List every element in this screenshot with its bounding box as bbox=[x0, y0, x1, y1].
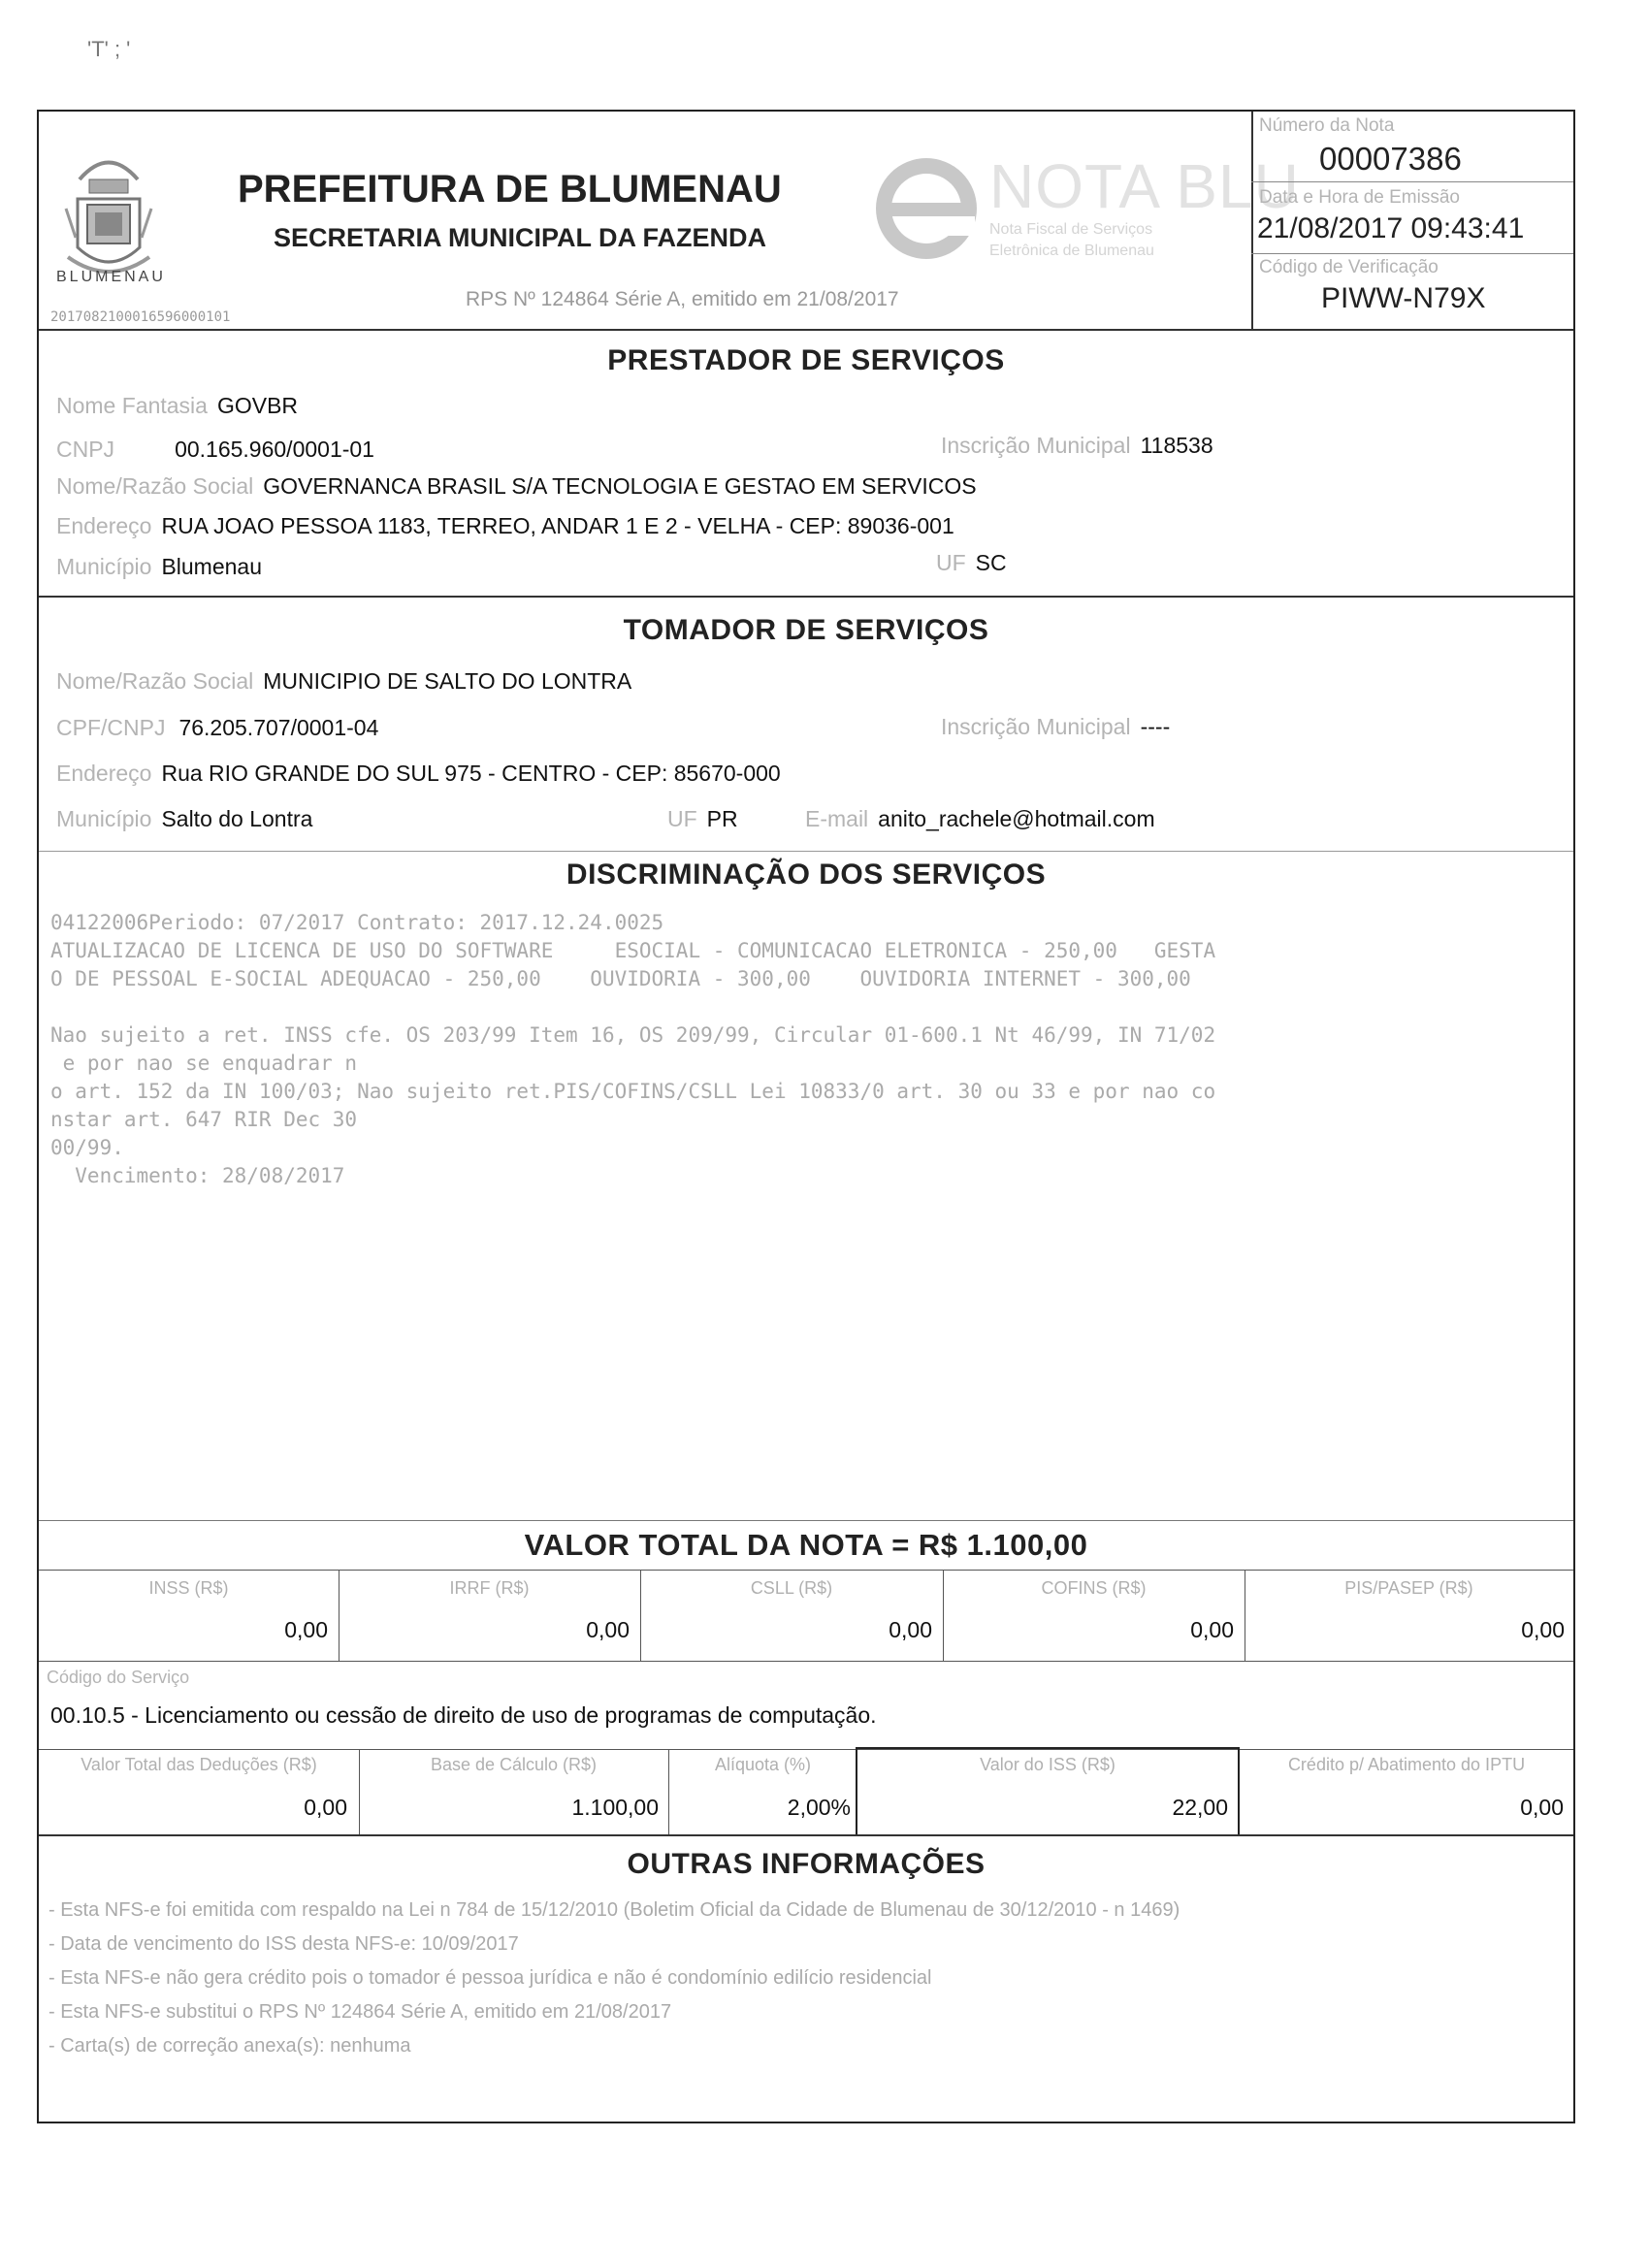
cofins-value: 0,00 bbox=[1190, 1617, 1234, 1642]
data-emissao-value: 21/08/2017 09:43:41 bbox=[1257, 212, 1525, 244]
tomador-razao-social: Nome/Razão Social MUNICIPIO DE SALTO DO LONTRA bbox=[56, 668, 632, 694]
codigo-servico-value: 00.10.5 - Licenciamento ou cessão de direito de uso de programas de computação. bbox=[50, 1702, 877, 1728]
page-subtitle: SECRETARIA MUNICIPAL DA FAZENDA bbox=[274, 223, 767, 252]
data-emissao-label: Data e Hora de Emissão bbox=[1259, 187, 1460, 208]
tomador-uf: UF PR bbox=[667, 806, 738, 831]
crest-caption: BLUMENAU bbox=[56, 269, 166, 285]
discriminacao-line: e por nao se enquadrar n bbox=[50, 1052, 358, 1075]
aliquota-label: Alíquota (%) bbox=[714, 1755, 812, 1774]
prestador-title: PRESTADOR DE SERVIÇOS bbox=[607, 344, 1005, 376]
deducoes-label: Valor Total das Deduções (R$) bbox=[81, 1755, 317, 1774]
discriminacao-line: nstar art. 647 RIR Dec 30 bbox=[50, 1108, 358, 1131]
nota-blu-text: NOTA BLU bbox=[989, 151, 1300, 221]
discriminacao-line: 00/99. bbox=[50, 1136, 124, 1159]
codigo-verificacao-label: Código de Verificação bbox=[1259, 257, 1439, 277]
discriminacao-line: o art. 152 da IN 100/03; Nao sujeito ret.PIS/COFINS/CSLL Lei 10833/0 art. 30 ou 33 e por nao co bbox=[50, 1080, 1216, 1103]
outras-info-line: - Carta(s) de correção anexa(s): nenhuma bbox=[48, 2035, 411, 2057]
divider-discriminacao bbox=[39, 1520, 1573, 1521]
irrf-value: 0,00 bbox=[586, 1617, 630, 1642]
divider-tomador bbox=[39, 851, 1573, 852]
prestador-inscricao: Inscrição Municipal 118538 bbox=[941, 433, 1213, 458]
nota-blu-e-icon bbox=[868, 150, 985, 267]
credito-iptu-value: 0,00 bbox=[1520, 1795, 1564, 1820]
tomador-email: E-mail anito_rachele@hotmail.com bbox=[805, 806, 1155, 831]
outras-info-line: - Esta NFS-e substitui o RPS Nº 124864 Série A, emitido em 21/08/2017 bbox=[48, 2001, 672, 2023]
header-info-sep-2 bbox=[1251, 253, 1573, 254]
csll-label: CSLL (R$) bbox=[750, 1578, 833, 1598]
divider-valor-total bbox=[39, 1570, 1573, 1571]
divider-prestador bbox=[39, 596, 1573, 598]
inss-value: 0,00 bbox=[284, 1617, 328, 1642]
prestador-cnpj: CNPJ 00.165.960/0001-01 bbox=[56, 437, 374, 462]
deducoes-value: 0,00 bbox=[304, 1795, 347, 1820]
cofins-label: COFINS (R$) bbox=[1041, 1578, 1147, 1598]
aliquota-value: 2,00% bbox=[787, 1795, 851, 1820]
csll-value: 0,00 bbox=[889, 1617, 932, 1642]
nota-blu-tagline-2: Eletrônica de Blumenau bbox=[989, 243, 1154, 259]
prestador-endereco: Endereço RUA JOAO PESSOA 1183, TERREO, ANDAR 1 E 2 - VELHA - CEP: 89036-001 bbox=[56, 513, 954, 538]
codigo-servico-label: Código do Serviço bbox=[47, 1668, 190, 1687]
nota-blu-tagline-1: Nota Fiscal de Serviços bbox=[989, 221, 1153, 238]
discriminacao-line: ATUALIZACAO DE LICENCA DE USO DO SOFTWARE ESOCIAL - COMUNICACAO ELETRONICA - 250,00 GESTA bbox=[50, 939, 1216, 962]
nfse-document bbox=[37, 110, 1575, 2123]
prestador-municipio: Município Blumenau bbox=[56, 554, 263, 579]
discriminacao-line: 04122006Periodo: 07/2017 Contrato: 2017.12.24.0025 bbox=[50, 911, 664, 934]
tomador-endereco: Endereço Rua RIO GRANDE DO SUL 975 - CENTRO - CEP: 85670-000 bbox=[56, 761, 781, 786]
outras-info-line: - Data de vencimento do ISS desta NFS-e: 10/09/2017 bbox=[48, 1933, 519, 1955]
numero-nota-label: Número da Nota bbox=[1259, 115, 1395, 136]
top-scribble: 'T' ; ' bbox=[87, 37, 131, 61]
blumenau-crest-icon bbox=[60, 141, 157, 286]
page-title: PREFEITURA DE BLUMENAU bbox=[238, 168, 782, 211]
irrf-label: IRRF (R$) bbox=[449, 1578, 530, 1598]
tomador-title: TOMADOR DE SERVIÇOS bbox=[623, 614, 989, 646]
barcode-number: 2017082100016596000101 bbox=[50, 309, 231, 325]
pis-pasep-value: 0,00 bbox=[1521, 1617, 1565, 1642]
rps-line: RPS Nº 124864 Série A, emitido em 21/08/2017 bbox=[466, 288, 899, 310]
outras-info-line: - Esta NFS-e foi emitida com respaldo na Lei n 784 de 15/12/2010 (Boletim Oficial da Cidade de Blumenau de 30/12/2010 - n 1469) bbox=[48, 1899, 1180, 1921]
divider-tributos bbox=[39, 1661, 1573, 1662]
credito-iptu-label: Crédito p/ Abatimento do IPTU bbox=[1287, 1755, 1526, 1774]
discriminacao-line: O DE PESSOAL E-SOCIAL ADEQUACAO - 250,00 OUVIDORIA - 300,00 OUVIDORIA INTERNET - 300,00 bbox=[50, 967, 1191, 990]
tomador-municipio: Município Salto do Lontra bbox=[56, 806, 313, 831]
tomador-cpf-cnpj: CPF/CNPJ 76.205.707/0001-04 bbox=[56, 715, 379, 740]
header-info-sep-1 bbox=[1251, 181, 1573, 182]
discriminacao-title: DISCRIMINAÇÃO DOS SERVIÇOS bbox=[566, 859, 1047, 891]
divider-calculo bbox=[39, 1834, 1573, 1836]
outras-informacoes-title: OUTRAS INFORMAÇÕES bbox=[627, 1848, 986, 1880]
pis-pasep-label: PIS/PASEP (R$) bbox=[1344, 1578, 1473, 1598]
valor-iss-label: Valor do ISS (R$) bbox=[980, 1755, 1116, 1774]
tomador-inscricao: Inscrição Municipal ---- bbox=[941, 714, 1171, 739]
prestador-nome-fantasia: Nome Fantasia GOVBR bbox=[56, 393, 299, 418]
discriminacao-line: Nao sujeito a ret. INSS cfe. OS 203/99 Item 16, OS 209/99, Circular 01-600.1 Nt 46/99, IN 71/02 bbox=[50, 1023, 1216, 1047]
prestador-uf: UF SC bbox=[936, 550, 1007, 575]
codigo-verificacao-value: PIWW-N79X bbox=[1321, 282, 1486, 314]
discriminacao-line: Vencimento: 28/08/2017 bbox=[50, 1164, 345, 1187]
valor-iss-value: 22,00 bbox=[1172, 1795, 1228, 1820]
valor-total: VALOR TOTAL DA NOTA = R$ 1.100,00 bbox=[524, 1528, 1088, 1562]
base-calculo-value: 1.100,00 bbox=[571, 1795, 659, 1820]
divider-codigo-servico bbox=[39, 1749, 1573, 1750]
base-calculo-label: Base de Cálculo (R$) bbox=[430, 1755, 598, 1774]
prestador-razao-social: Nome/Razão Social GOVERNANCA BRASIL S/A TECNOLOGIA E GESTAO EM SERVICOS bbox=[56, 473, 977, 499]
divider-header bbox=[39, 329, 1573, 331]
numero-nota-value: 00007386 bbox=[1319, 141, 1462, 177]
outras-info-line: - Esta NFS-e não gera crédito pois o tomador é pessoa jurídica e não é condomínio edilício residencial bbox=[48, 1967, 932, 1989]
inss-label: INSS (R$) bbox=[148, 1578, 229, 1598]
header-info-divider bbox=[1251, 112, 1253, 329]
